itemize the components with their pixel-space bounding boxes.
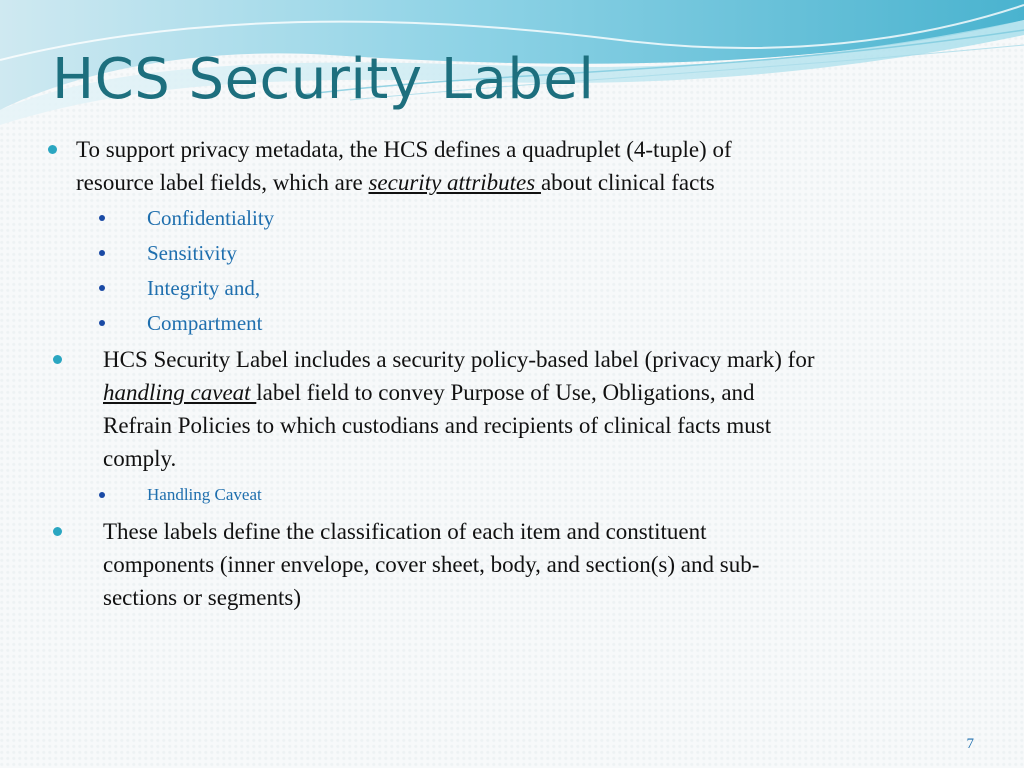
- bullet-3-line-1: These labels define the classification of each item and constituent: [103, 519, 707, 544]
- bullet-icon: [48, 145, 57, 154]
- sub-item-sensitivity: Sensitivity: [147, 241, 237, 265]
- handling-caveat-emphasis: handling caveat: [103, 380, 257, 405]
- sub-item-integrity: Integrity and,: [147, 276, 261, 300]
- bullet-1-line-1: To support privacy metadata, the HCS defines a quadruplet (4-tuple) of: [76, 137, 732, 162]
- sub-bullet-icon: [99, 320, 105, 326]
- bullet-1-text-end: about clinical facts: [540, 170, 715, 195]
- sub-item-compartment: Compartment: [147, 311, 263, 335]
- bullet-2-line-1: HCS Security Label includes a security policy-based label (privacy mark) for: [103, 347, 815, 372]
- sub-bullet-icon: [99, 215, 105, 221]
- sub-bullet-icon: [99, 285, 105, 291]
- security-attributes-emphasis: security attributes: [368, 170, 541, 195]
- sub-item-confidentiality: Confidentiality: [147, 206, 275, 230]
- bullet-3-line-3: sections or segments): [103, 585, 302, 610]
- bullet-2-line-2: [103, 376, 755, 409]
- sub-bullet-icon: [99, 250, 105, 256]
- bullet-icon: [53, 355, 62, 364]
- slide-title: HCS Security Label: [52, 47, 595, 112]
- bullet-2-line-3: Refrain Policies to which custodians and recipients of clinical facts must: [103, 413, 772, 438]
- bullet-1-text: resource label fields, which are: [76, 170, 369, 195]
- bullet-1-line-2: [76, 166, 715, 199]
- sub-item-handling-caveat: Handling Caveat: [147, 485, 262, 504]
- page-number: 7: [966, 736, 974, 752]
- bullet-2-text: label field to convey Purpose of Use, Obligations, and: [256, 380, 755, 405]
- bullet-3-line-2: components (inner envelope, cover sheet, body, and section(s) and sub-: [103, 552, 760, 577]
- sub-bullet-icon: [99, 492, 105, 498]
- bullet-2-line-4: comply.: [103, 446, 177, 471]
- bullet-icon: [53, 527, 62, 536]
